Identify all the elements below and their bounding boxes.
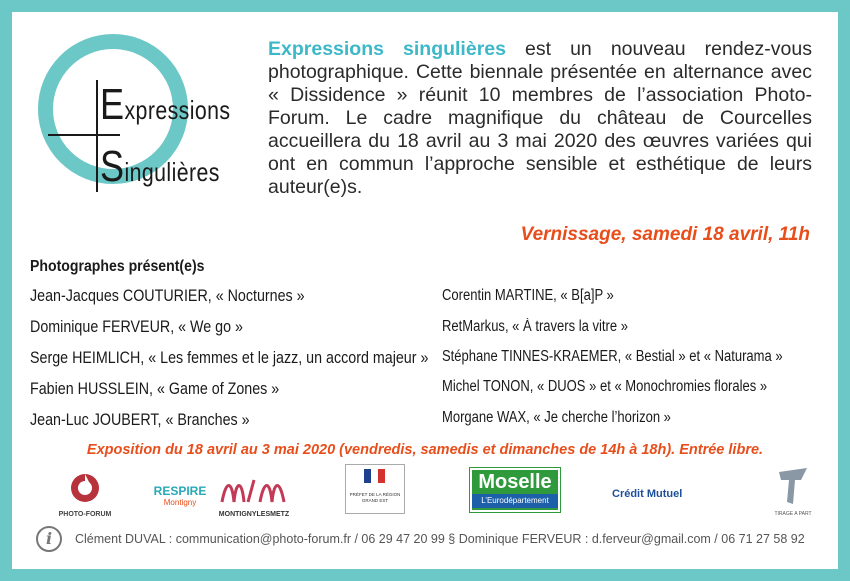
- photographer-item: Corentin MARTINE, « B[a]P »: [442, 287, 614, 304]
- photographer-item: Jean-Luc JOUBERT, « Branches »: [30, 410, 250, 429]
- photographer-item: Fabien HUSSLEIN, « Game of Zones »: [30, 379, 280, 398]
- photographer-item: Jean-Jacques COUTURIER, « Nocturnes »: [30, 286, 305, 305]
- prefet-logo: PRÉFET DE LA RÉGION GRAND EST: [345, 464, 405, 514]
- photographer-item: Serge HEIMLICH, « Les femmes et le jazz, un accord majeur »: [30, 348, 429, 367]
- moselle-logo: Moselle L’Eurodépartement: [470, 468, 560, 512]
- photographer-item: Morgane WAX, « Je cherche l’horizon »: [442, 409, 671, 426]
- credit-mutuel-logo: Crédit Mutuel: [612, 488, 683, 500]
- logo-word-expressions: Expressions: [100, 80, 231, 129]
- logo-word-singulieres: Singulières: [100, 142, 220, 191]
- intro-text: est un nouveau rendez-vous photographique. Cette biennale présentée en alternance avec « Dissidence » réunit 10 membres de l’association Photo-Forum. Le cadre magnifique du château de Courcelles accueillera du 18 avril au 3 mai 2020 des œuvres variées qui ont en commun l’approche sensible et esthétique de leurs auteur(e)s.: [268, 38, 812, 198]
- montigny-les-metz-logo: MONTIGNYLESMETZ: [215, 476, 293, 518]
- info-icon: i: [36, 526, 62, 552]
- intro-paragraph: [268, 38, 812, 199]
- photographer-item: Michel TONON, « DUOS » et « Monochromies florales »: [442, 378, 768, 395]
- photographers-title: Photographes présent(e)s: [30, 258, 205, 275]
- tirage-a-part-logo: TIRAGE A PART: [768, 466, 818, 517]
- respire-logo: RESPIRE Montigny: [153, 484, 207, 507]
- photographer-item: Dominique FERVEUR, « We go »: [30, 317, 243, 336]
- photo-forum-mark-icon: [40, 470, 130, 506]
- logo-vertical-line: [96, 80, 98, 192]
- tirage-mark-icon: [775, 466, 811, 506]
- vernissage-date: Vernissage, samedi 18 avril, 11h: [520, 224, 810, 245]
- contact-footer: Clément DUVAL : communication@photo-forum.fr / 06 29 47 20 99 § Dominique FERVEUR : d.ferveur@gmail.com / 06 71 27 58 92: [75, 532, 805, 546]
- photographer-item: RetMarkus, « À travers la vitre »: [442, 318, 628, 335]
- photo-forum-logo: PHOTO-FORUM: [40, 470, 130, 520]
- mlm-mark-icon: [218, 476, 290, 506]
- photographer-item: Stéphane TINNES-KRAEMER, « Bestial » et « Naturama »: [442, 348, 783, 365]
- logo-horizontal-line: [48, 134, 120, 136]
- intro-highlight: Expressions singulières: [268, 38, 506, 60]
- exposition-dates: Exposition du 18 avril au 3 mai 2020 (vendredis, samedis et dimanches de 14h à 18h). Entrée libre.: [86, 442, 764, 458]
- marianne-flag-icon: [346, 465, 404, 487]
